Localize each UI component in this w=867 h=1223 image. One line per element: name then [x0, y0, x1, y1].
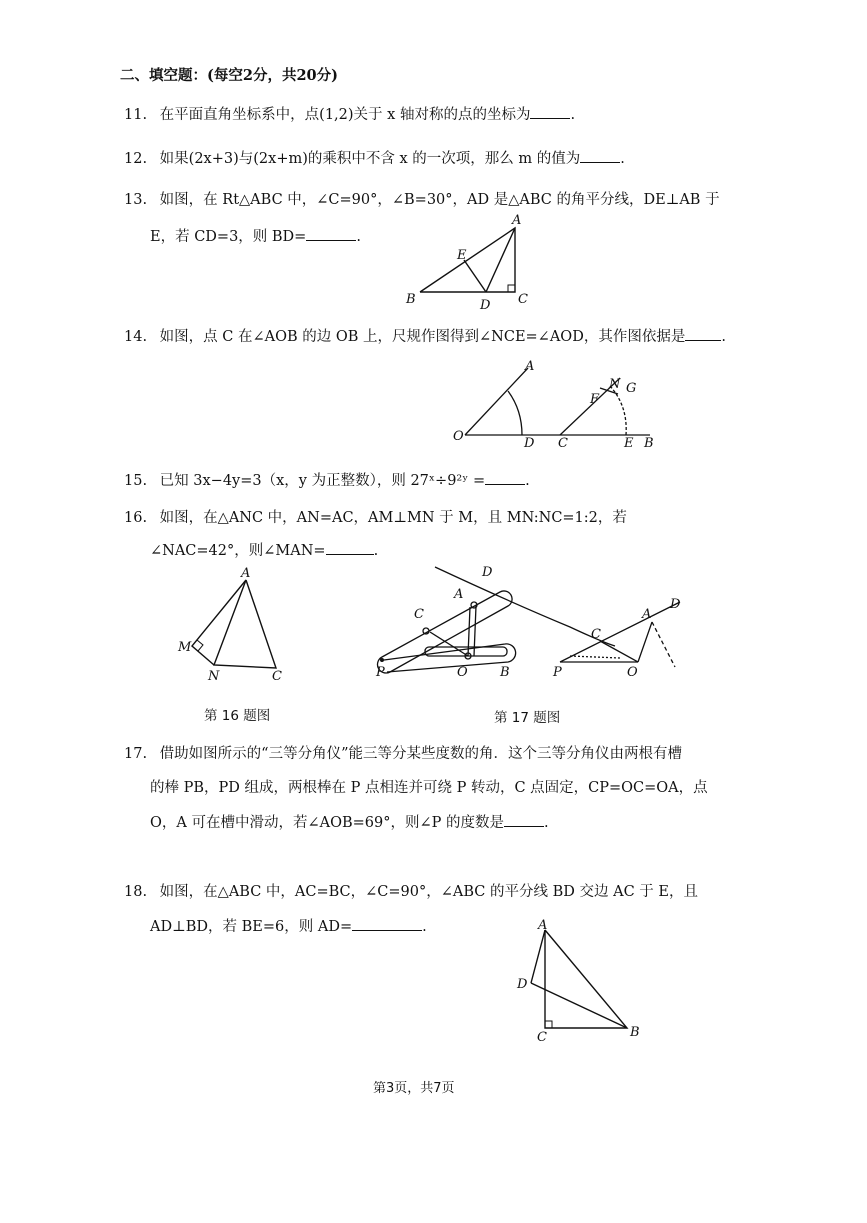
label-A: A	[538, 918, 548, 933]
label-E: E	[624, 436, 634, 451]
question-text: O，A 可在槽中滑动，若∠AOB=69°，则∠P 的度数是	[150, 815, 504, 831]
figure-q18-triangle	[505, 920, 655, 1050]
question-16-line2	[150, 540, 378, 561]
question-end: .	[356, 229, 361, 245]
question-text: 已知 3x−4y=3（x，y 为正整数），则 27ˣ÷9²ʸ =	[159, 473, 486, 489]
question-number: 13.	[124, 192, 148, 208]
question-number: 11.	[124, 107, 148, 123]
question-text: 的棒 PB，PD 组成，两根棒在 P 点相连并可绕 P 转动，C 点固定，CP=OC=OA，点	[150, 780, 708, 796]
question-17-line2	[150, 778, 708, 798]
label-N: N	[609, 377, 621, 392]
question-end: .	[544, 815, 549, 831]
label-C: C	[537, 1030, 547, 1045]
question-text: 如图，在△ANC 中，AN=AC，AM⊥MN 于 M，且 MN:NC=1:2，若	[159, 510, 627, 526]
question-end: .	[373, 543, 379, 559]
caption-fig16: 第 16 题图	[204, 708, 271, 724]
question-text: E，若 CD=3，则 BD=	[150, 229, 307, 245]
question-17	[124, 744, 682, 764]
label-D: D	[480, 298, 491, 313]
answer-blank	[326, 540, 374, 555]
label-F: F	[590, 392, 600, 407]
question-end: .	[721, 329, 726, 345]
question-end: .	[570, 107, 576, 123]
question-number: 14.	[124, 329, 148, 345]
label-A: A	[512, 213, 522, 228]
answer-blank	[352, 916, 422, 931]
page-footer: 第3页，共7页	[373, 1081, 455, 1096]
label-D: D	[482, 565, 493, 580]
figure-q13-triangle	[400, 215, 540, 315]
figure-q14-construction	[450, 358, 660, 453]
label-P: P	[376, 665, 385, 680]
label-A: A	[454, 587, 464, 602]
label-A: A	[642, 607, 652, 622]
label-D: D	[517, 977, 528, 992]
answer-blank	[530, 104, 570, 119]
question-13-line2	[150, 226, 361, 247]
label-C: C	[414, 607, 424, 622]
label-C: C	[558, 436, 568, 451]
label-M: M	[178, 640, 192, 655]
question-text: 如图，在△ABC 中，AC=BC，∠C=90°，∠ABC 的平分线 BD 交边 AC 于 E，且	[159, 884, 698, 900]
label-A: A	[525, 359, 535, 374]
question-16	[124, 508, 627, 528]
figure-q16-triangle	[170, 565, 300, 690]
label-B: B	[406, 292, 416, 307]
figure-q17-trisector	[370, 562, 690, 687]
label-O: O	[627, 665, 638, 680]
question-number: 16.	[124, 510, 148, 526]
question-number: 17.	[124, 746, 148, 762]
label-O: O	[453, 429, 464, 444]
label-B: B	[630, 1025, 640, 1040]
label-C: C	[518, 292, 528, 307]
question-text: 借助如图所示的“三等分角仪”能三等分某些度数的角．这个三等分角仪由两根有槽	[159, 746, 682, 762]
question-text: 如图，在 Rt△ABC 中，∠C=90°，∠B=30°，AD 是△ABC 的角平分线，DE⊥AB 于	[159, 192, 720, 208]
label-A: A	[241, 566, 251, 581]
question-text: 如果(2x+3)与(2x+m)的乘积中不含 x 的一次项，那么 m 的值为	[159, 151, 581, 167]
label-P: P	[553, 665, 562, 680]
question-14	[124, 326, 726, 347]
question-text: ∠NAC=42°，则∠MAN=	[150, 543, 326, 559]
caption-fig17: 第 17 题图	[494, 710, 561, 726]
question-text: 在平面直角坐标系中，点(1,2)关于 x 轴对称的点的坐标为	[159, 107, 531, 123]
label-B: B	[500, 665, 510, 680]
question-15	[124, 470, 530, 491]
question-end: .	[525, 473, 530, 489]
question-number: 15.	[124, 473, 148, 489]
label-O: O	[457, 665, 468, 680]
label-D: D	[670, 597, 681, 612]
label-C: C	[272, 669, 282, 684]
label-B: B	[644, 436, 654, 451]
question-text: 如图，点 C 在∠AOB 的边 OB 上，尺规作图得到∠NCE=∠AOD，其作图依据是	[159, 329, 686, 345]
question-12	[124, 148, 625, 169]
question-13	[124, 190, 720, 210]
question-11	[124, 104, 575, 125]
answer-blank	[485, 470, 525, 485]
question-end: .	[422, 919, 427, 935]
answer-blank	[580, 148, 620, 163]
question-end: .	[620, 151, 625, 167]
question-number: 12.	[124, 151, 148, 167]
label-G: G	[626, 381, 637, 396]
answer-blank	[306, 226, 356, 241]
question-number: 18.	[124, 884, 148, 900]
section-title: 二、填空题：(每空2分，共20分)	[120, 67, 338, 84]
label-C: C	[591, 627, 601, 642]
question-text: AD⊥BD，若 BE=6，则 AD=	[150, 919, 353, 935]
question-18-line2	[150, 916, 427, 937]
question-17-line3	[150, 812, 549, 833]
answer-blank	[685, 326, 721, 341]
question-18	[124, 882, 698, 902]
label-N: N	[208, 669, 220, 684]
label-D: D	[524, 436, 535, 451]
label-E: E	[457, 248, 467, 263]
answer-blank	[504, 812, 544, 827]
